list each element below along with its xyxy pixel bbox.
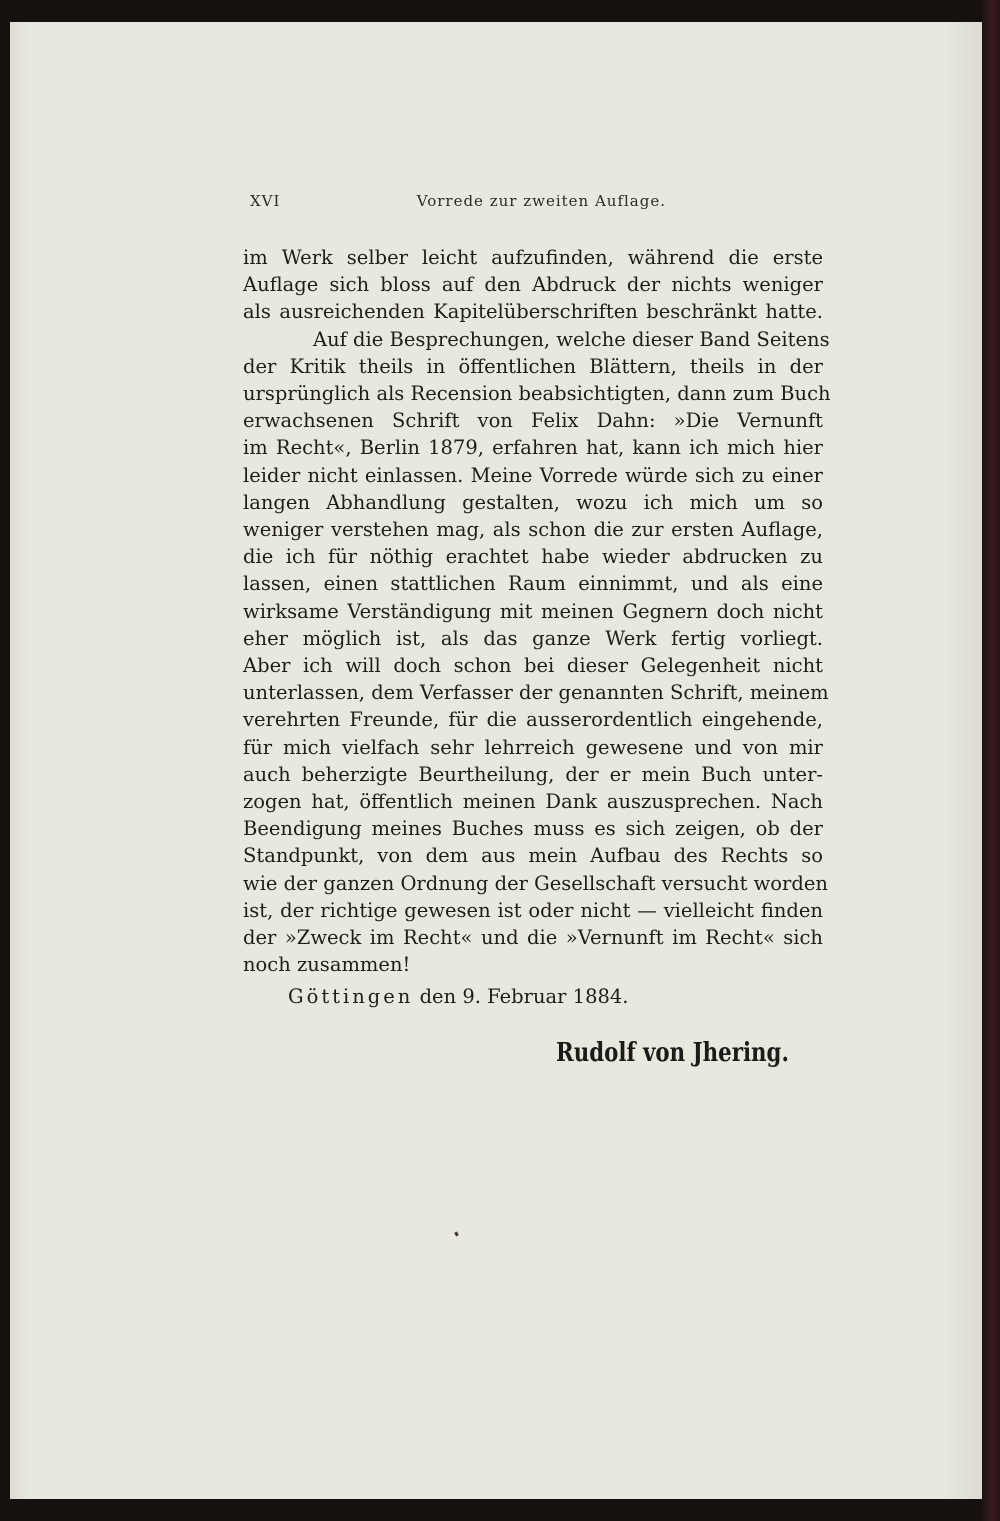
- text-line: im Werk selber leicht aufzufinden, während die erste: [243, 246, 823, 269]
- text-line: wie der ganzen Ordnung der Gesellschaft versucht worden: [243, 871, 828, 895]
- text-line: Auf die Besprechungen, welche dieser Band Seitens: [313, 327, 830, 351]
- text-line: der Kritik theils in öffentlichen Blättern, theils in der: [243, 354, 823, 378]
- text-line: langen Abhandlung gestalten, wozu ich mich um so: [243, 490, 823, 514]
- running-head: Vorrede zur zweiten Auflage.: [416, 192, 666, 210]
- text-line: Standpunkt, von dem aus mein Aufbau des Rechts so: [243, 844, 823, 868]
- text-line: auch beherzigte Beurtheilung, der er mein Buch unter-: [243, 762, 823, 786]
- text-line: leider nicht einlassen. Meine Vorrede würde sich zu einer: [243, 463, 823, 487]
- text-line: ist, der richtige gewesen ist oder nicht — vielleicht finden: [243, 898, 823, 922]
- text-line: erwachsenen Schrift von Felix Dahn: »Die Vernunft: [243, 409, 823, 433]
- text-line: Auflage sich bloss auf den Abdruck der nichts weniger: [243, 273, 823, 297]
- dateline: [243, 983, 823, 1010]
- text-line: für mich vielfach sehr lehrreich gewesene und von mir: [243, 735, 823, 759]
- text-line: zogen hat, öffentlich meinen Dank auszusprechen. Nach: [243, 790, 823, 814]
- text-line: noch zusammen!: [243, 953, 411, 977]
- text-line: die ich für nöthig erachtet habe wieder abdrucken zu: [243, 545, 823, 569]
- text-line: unterlassen, dem Verfasser der genannten Schrift, meinem: [243, 681, 829, 705]
- text-line: ursprünglich als Recension beabsichtigten, dann zum Buch: [243, 382, 831, 406]
- book-cover-edge: [982, 0, 1000, 1521]
- dateline-date: den 9. Februar 1884.: [419, 985, 629, 1009]
- text-line: weniger verstehen mag, als schon die zur ersten Auflage,: [243, 518, 823, 542]
- text-line: lassen, einen stattlichen Raum einnimmt, und als eine: [243, 572, 823, 596]
- text-line: als ausreichenden Kapitelüberschriften beschränkt hatte.: [243, 300, 823, 324]
- text-line: Beendigung meines Buches muss es sich zeigen, ob der: [243, 817, 823, 841]
- text-line: der »Zweck im Recht« und die »Vernunft im Recht« sich: [243, 926, 823, 950]
- text-line: eher möglich ist, als das ganze Werk fertig vorliegt.: [243, 626, 823, 650]
- page-header: [250, 192, 666, 214]
- text-line: wirksame Verständigung mit meinen Gegnern doch nicht: [243, 599, 823, 623]
- dateline-place: Göttingen: [288, 985, 414, 1009]
- page-number: XVI: [250, 192, 281, 210]
- text-line: im Recht«, Berlin 1879, erfahren hat, kann ich mich hier: [243, 436, 823, 460]
- text-line: Aber ich will doch schon bei dieser Gelegenheit nicht: [243, 654, 823, 678]
- text-line: verehrten Freunde, für die ausserordentlich eingehende,: [243, 708, 823, 732]
- author-signature: Rudolf von Jhering.: [556, 1038, 789, 1068]
- body-text: [243, 244, 831, 1011]
